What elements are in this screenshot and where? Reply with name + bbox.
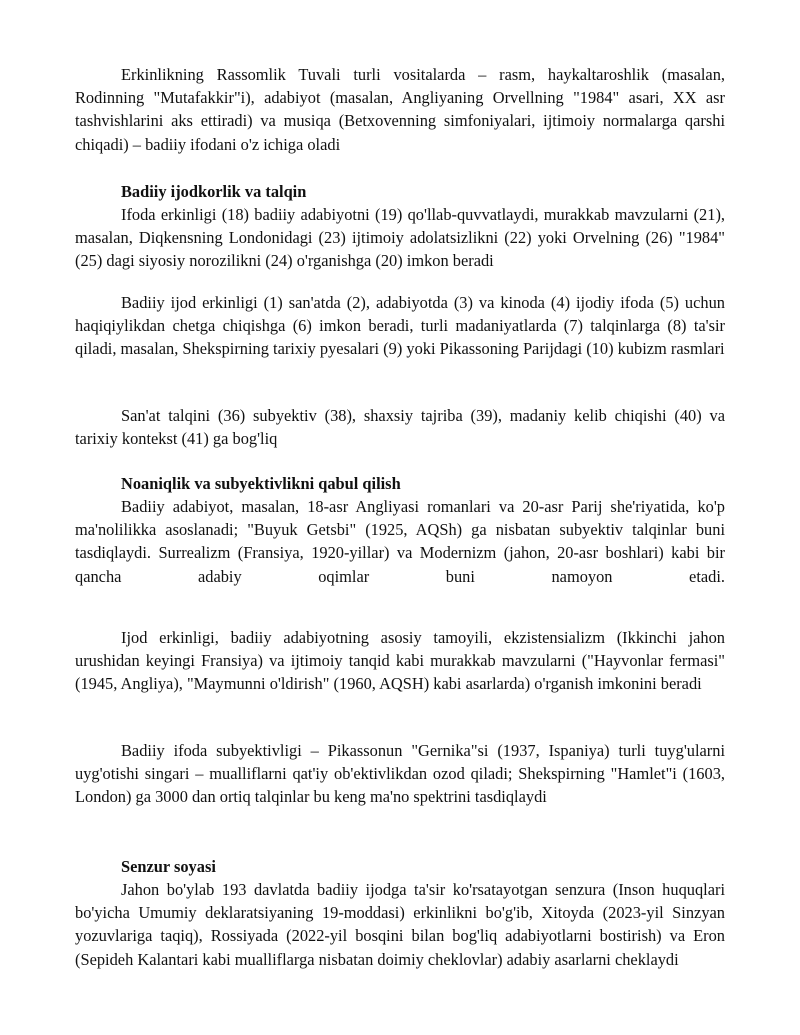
section-heading-creativity: Badiiy ijodkorlik va talqin (121, 182, 307, 201)
intro-paragraph: Erkinlikning Rassomlik Tuvali turli vositalarda – rasm, haykaltaroshlik (masalan, Rodinning "Mutafakkir"i), adabiyot (masalan, Angliyaning Orvellning "1984" asari, XX asr tashvishlarini aks ettiradi) va musiqa (Betxovenning simfoniyalari, ijtimoiy normalarga qarshi chiqadi) – badiiy ifodani o'z ichiga oladi (75, 65, 725, 154)
section-heading-censorship: Senzur soyasi (121, 857, 216, 876)
paragraph-ambiguity: Badiiy adabiyot, masalan, 18-asr Angliyasi romanlari va 20-asr Parij she'riyatida, ko'p ma'nolilikka asoslanadi; "Buyuk Getsbi" (1925, AQSh) ga nisbatan subyektiv talqinlar buni tasdiqlaydi. Surrealizm (Fransiya, 1920-yillar) va Modernizm (jahon, 20-asr boshlari) kabi bir qancha adabiy oqimlar buni namoyon etadi. (75, 497, 725, 586)
paragraph-expression-freedom: Ifoda erkinligi (18) badiiy adabiyotni (19) qo'llab-quvvatlaydi, murakkab mavzularni (21), masalan, Diqkensning Londonidagi (23) ijtimoiy adolatsizlikni (22) yoki Orvelning (26) "1984" (25) dagi siyosiy norozilikni (24) o'rganishga (20) imkon beradi (75, 205, 725, 271)
paragraph-creative-principle: Ijod erkinligi, badiiy adabiyotning asosiy tamoyili, ekzistensializm (Ikkinchi jahon urushidan keyingi Fransiya) va ijtimoiy tanqid kabi murakkab mavzularni ("Hayvonlar fermasi" (1945, Angliya), "Maymunni o'ldirish" (1960, AQSH) kabi asarlarda) o'rganish imkonini beradi (75, 628, 725, 694)
section-heading-ambiguity: Noaniqlik va subyektivlikni qabul qilish (121, 474, 401, 493)
paragraph-creative-freedom: Badiiy ijod erkinligi (1) san'atda (2), adabiyotda (3) va kinoda (4) ijodiy ifoda (5) uchun haqiqiylikdan chetga chiqishga (6) imkon beradi, turli madaniyatlarda (7) talqinlarga (8) ta'sir qiladi, masalan, Shekspirning tarixiy pyesalari (9) yoki Pikassoning Parijdagi (10) kubizm rasmlari (75, 293, 725, 359)
paragraph-subjectivity: Badiiy ifoda subyektivligi – Pikassonun "Gernika"si (1937, Ispaniya) turli tuyg'ularni uyg'otishi singari – mualliflarni qat'iy ob'ektivlikdan ozod qiladi; Shekspirning "Hamlet"i (1603, London) ga 3000 dan ortiq talqinlar bu keng ma'no spektrini tasdiqlaydi (75, 741, 725, 807)
paragraph-art-interpretation: San'at talqini (36) subyektiv (38), shaxsiy tajriba (39), madaniy kelib chiqishi (40) va tarixiy kontekst (41) ga bog'liq (75, 406, 725, 449)
paragraph-censorship: Jahon bo'ylab 193 davlatda badiiy ijodga ta'sir ko'rsatayotgan senzura (Inson huquqlari bo'yicha Umumiy deklaratsiyaning 19-moddasi) erkinlikni bo'g'ib, Xitoyda (2023-yil Sinzyan yozuvlariga taqiq), Rossiyada (2022-yil bosqini bilan bog'liq adabiyotlarni bostirish) va Eron (Sepideh Kalantari kabi mualliflarga nisbatan doimiy cheklovlar) adabiy asarlarni cheklaydi (75, 880, 725, 969)
